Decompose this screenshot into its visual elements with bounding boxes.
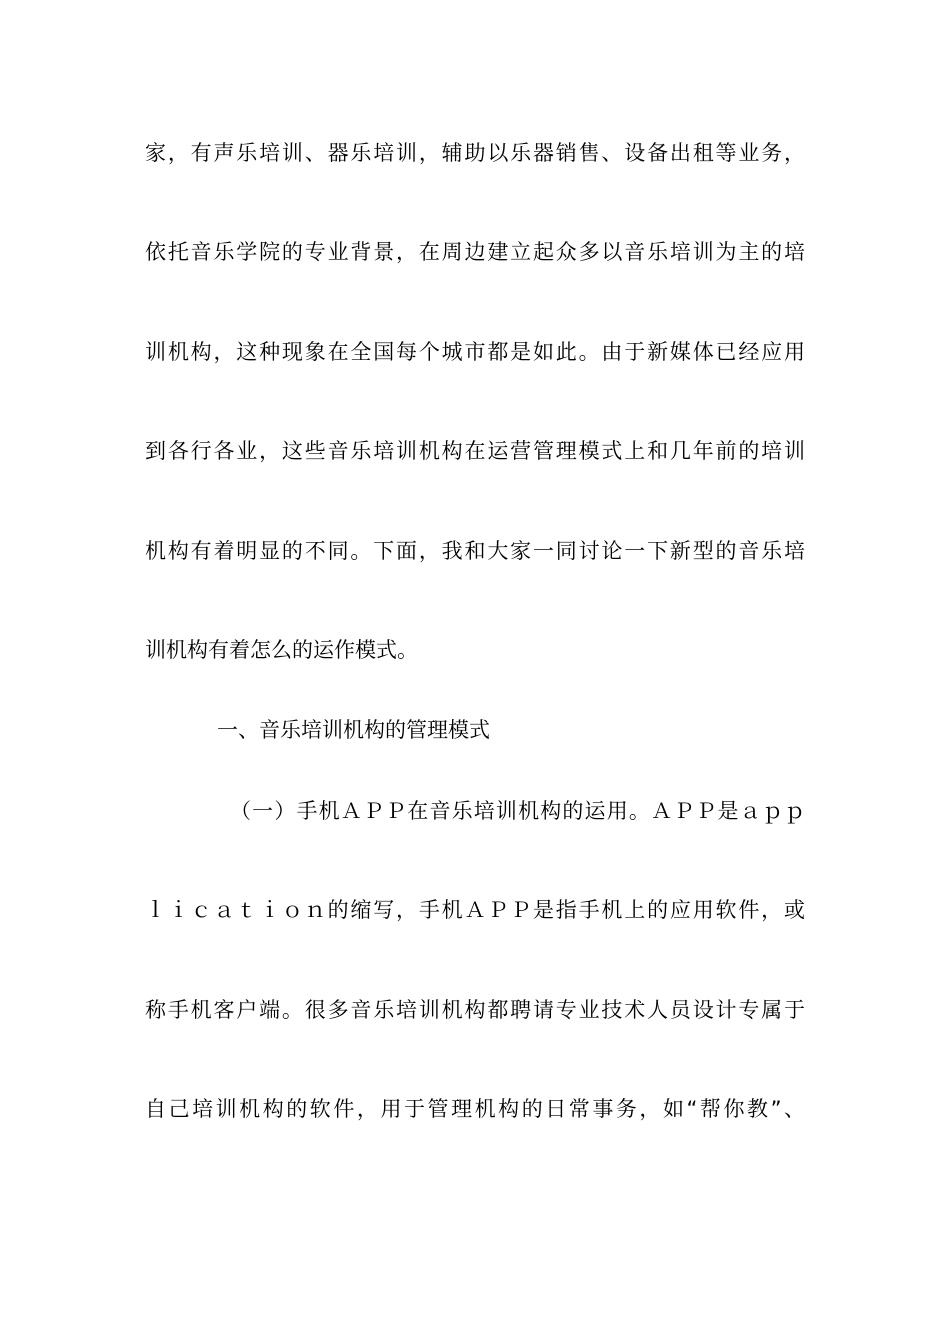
paragraph-line: 到各行各业，这些音乐培训机构在运营管理模式上和几年前的培训 xyxy=(145,439,805,463)
paragraph-line: ｌｉｃａｔｉｏｎ的缩写，手机ＡＰＰ是指手机上的应用软件，或 xyxy=(145,898,805,922)
paragraph-line: 机构有着明显的不同。下面，我和大家一同讨论一下新型的音乐培 xyxy=(145,539,805,563)
subsection-heading-line: （一）手机ＡＰＰ在音乐培训机构的运用。ＡＰＰ是ａｐｐ xyxy=(230,799,805,823)
paragraph-line: 称手机客户端。很多音乐培训机构都聘请专业技术人员设计专属于 xyxy=(145,998,805,1022)
paragraph-line: 依托音乐学院的专业背景，在周边建立起众多以音乐培训为主的培 xyxy=(145,240,805,264)
paragraph-line: 训机构有着怎么的运作模式。 xyxy=(145,638,418,662)
paragraph-line: 自己培训机构的软件，用于管理机构的日常事务，如“帮你教”、 xyxy=(145,1097,805,1121)
paragraph-line: 家，有声乐培训、器乐培训，辅助以乐器销售、设备出租等业务， xyxy=(145,141,805,165)
paragraph-line: 训机构，这种现象在全国每个城市都是如此。由于新媒体已经应用 xyxy=(145,340,805,364)
section-heading: 一、音乐培训机构的管理模式 xyxy=(217,718,490,742)
